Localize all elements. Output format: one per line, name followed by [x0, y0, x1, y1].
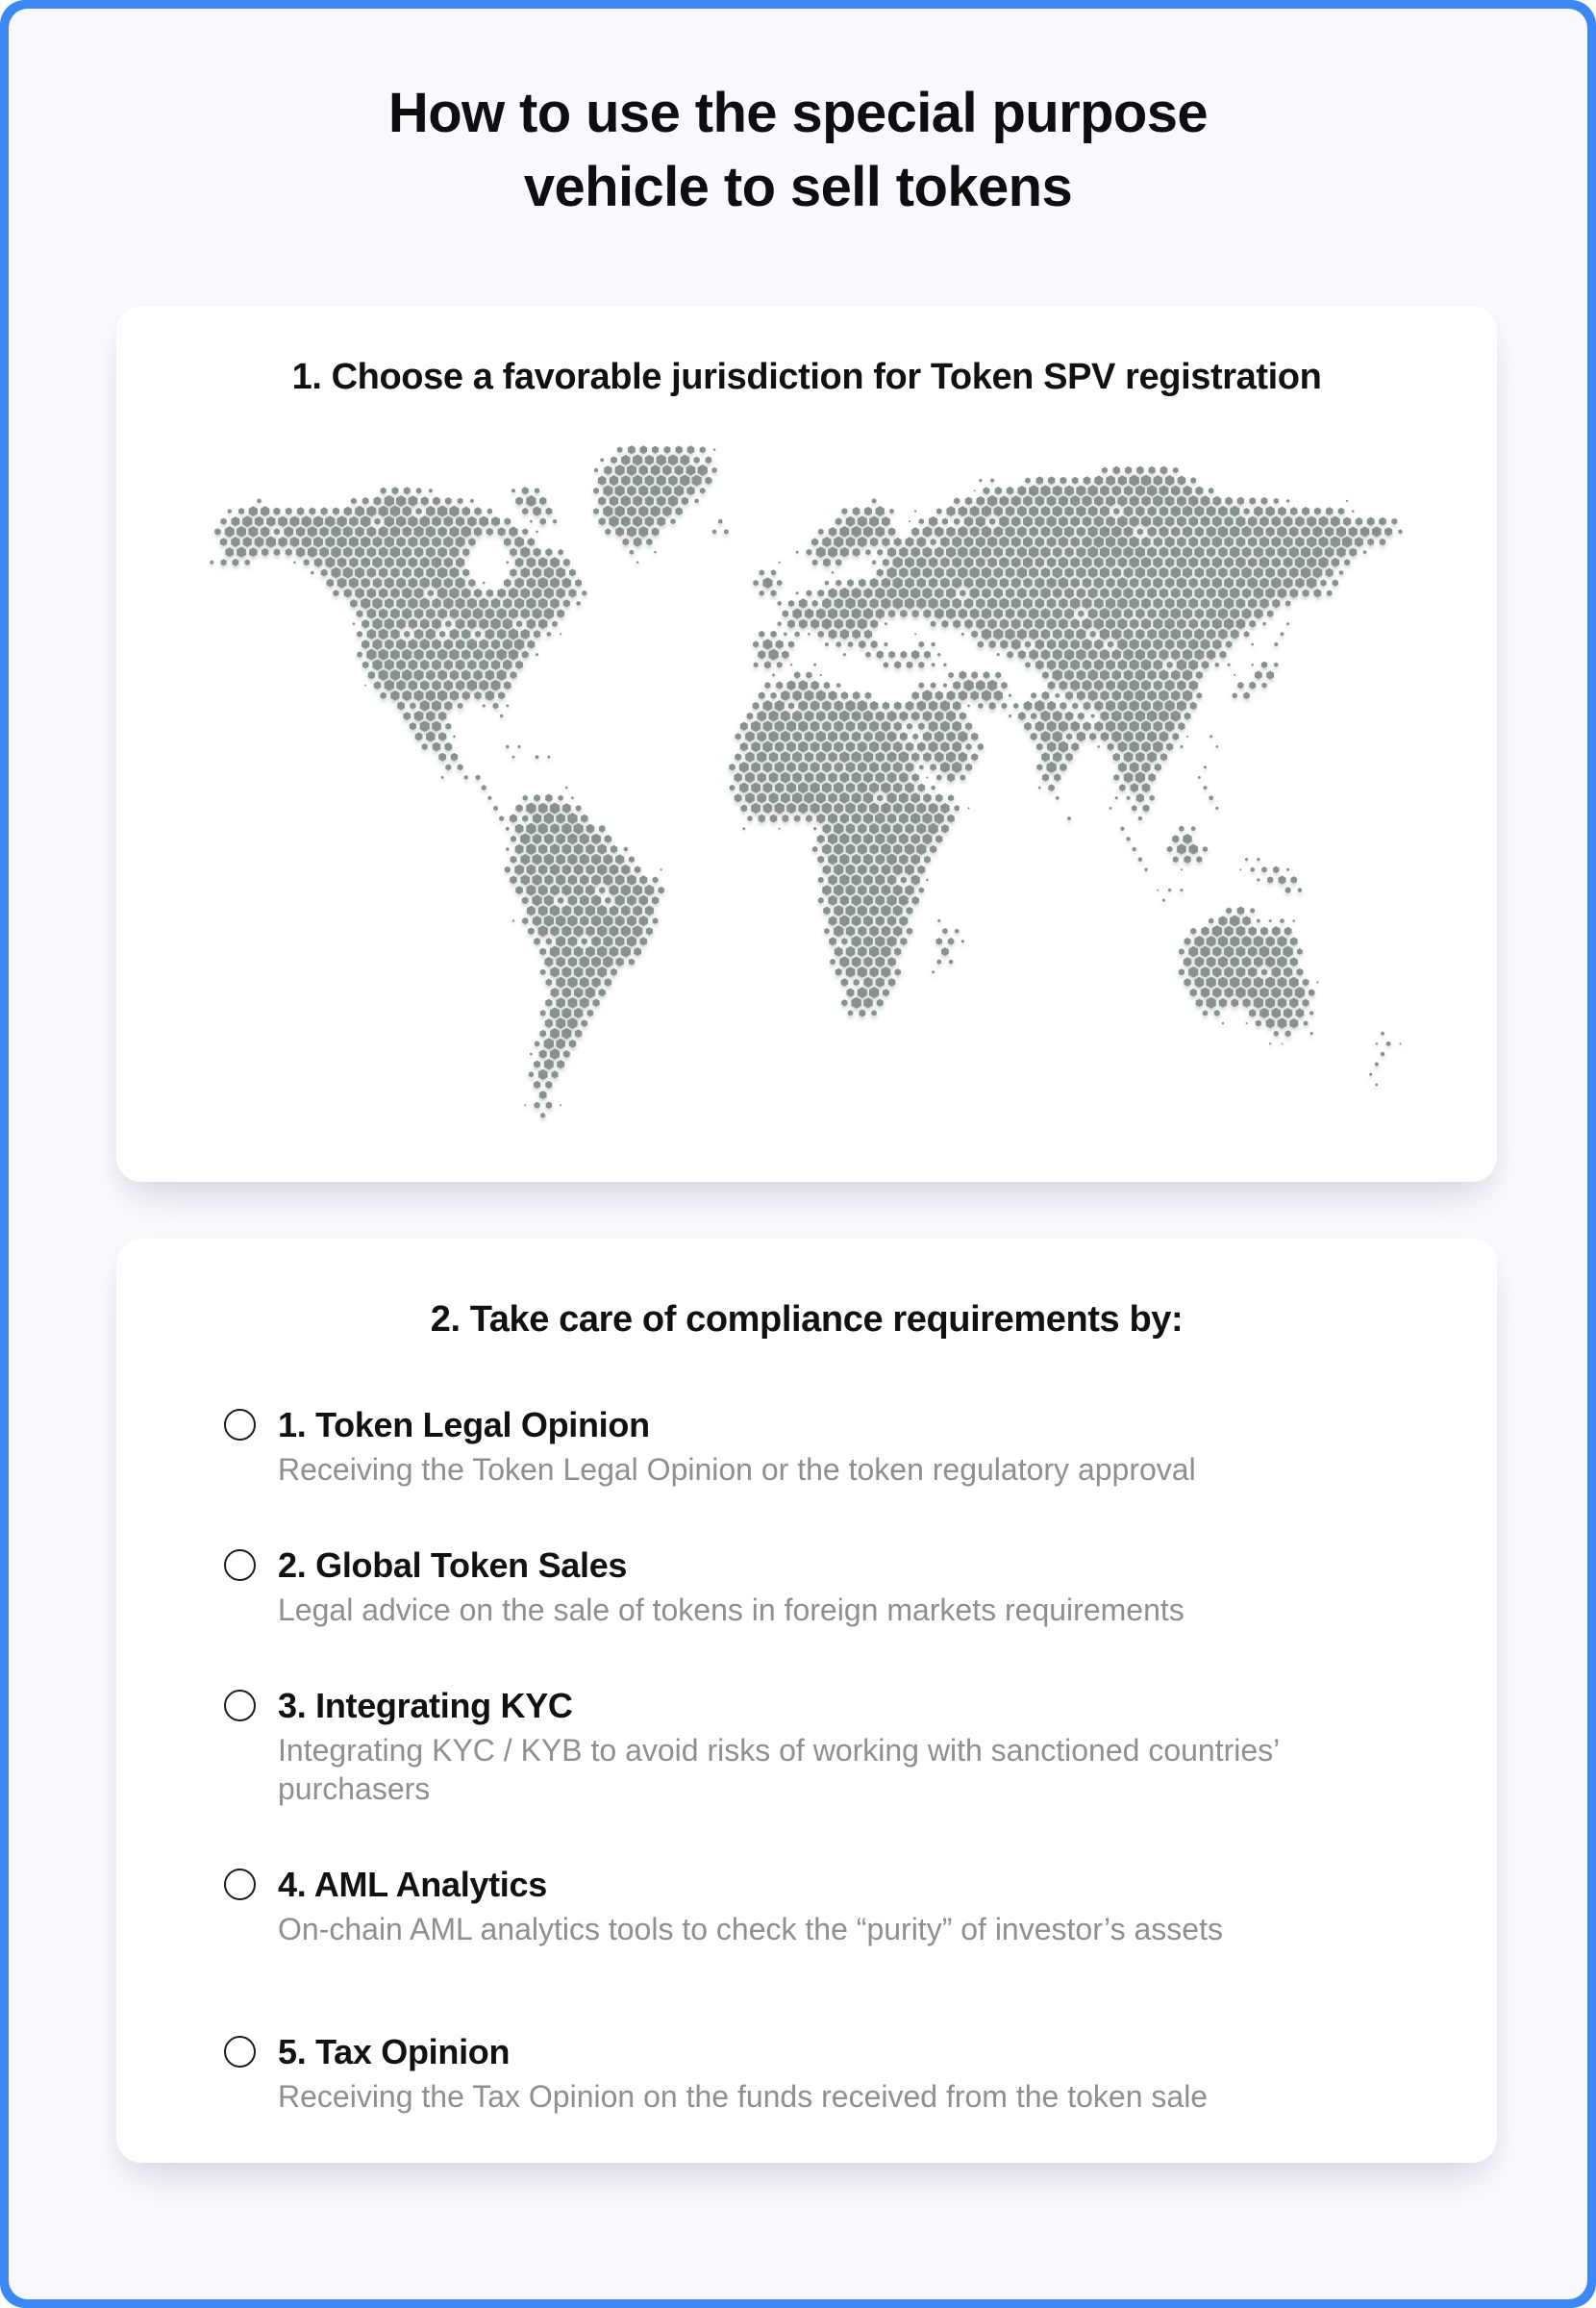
item-text — [278, 1404, 1439, 1489]
item-description: Integrating KYC / KYB to avoid risks of working with sanctioned countries’ purchasers — [278, 1733, 1280, 1806]
jurisdiction-heading: 1. Choose a favorable jurisdiction for Token SPV registration — [291, 357, 1322, 397]
item-title: 3. Integrating KYC — [278, 1686, 573, 1725]
world-map — [196, 435, 1417, 1137]
radio-circle-icon[interactable] — [224, 1690, 256, 1721]
item-description: Receiving the Token Legal Opinion or the token regulatory approval — [278, 1452, 1196, 1487]
compliance-card — [116, 1239, 1497, 2163]
item-title: 2. Global Token Sales — [278, 1545, 628, 1585]
list-item — [224, 1864, 1439, 1948]
item-text — [278, 1864, 1439, 1948]
item-title: 5. Tax Opinion — [278, 2032, 511, 2071]
page-title — [9, 76, 1587, 224]
page-background — [9, 9, 1587, 2299]
page-title-line1: How to use the special purpose — [387, 82, 1209, 144]
list-item — [224, 1685, 1439, 1808]
item-title: 4. AML Analytics — [278, 1865, 547, 1904]
jurisdiction-card — [116, 306, 1497, 1182]
item-description: Receiving the Tax Opinion on the funds received from the token sale — [278, 2079, 1209, 2114]
item-text — [278, 1544, 1439, 1629]
list-item — [224, 2031, 1439, 2116]
item-text — [278, 1685, 1439, 1808]
compliance-list — [116, 1404, 1497, 2116]
page-title-line2: vehicle to sell tokens — [523, 156, 1073, 218]
compliance-heading: 2. Take care of compliance requirements by: — [430, 1299, 1184, 1340]
item-title: 1. Token Legal Opinion — [278, 1405, 650, 1444]
radio-circle-icon[interactable] — [224, 1869, 256, 1900]
radio-circle-icon[interactable] — [224, 1549, 256, 1581]
list-item — [224, 1404, 1439, 1489]
radio-circle-icon[interactable] — [224, 1409, 256, 1441]
item-description: On-chain AML analytics tools to check the “purity” of investor’s assets — [278, 1912, 1223, 1946]
list-item — [224, 1544, 1439, 1629]
item-text — [278, 2031, 1439, 2116]
radio-circle-icon[interactable] — [224, 2036, 256, 2068]
item-description: Legal advice on the sale of tokens in foreign markets requirements — [278, 1593, 1185, 1627]
